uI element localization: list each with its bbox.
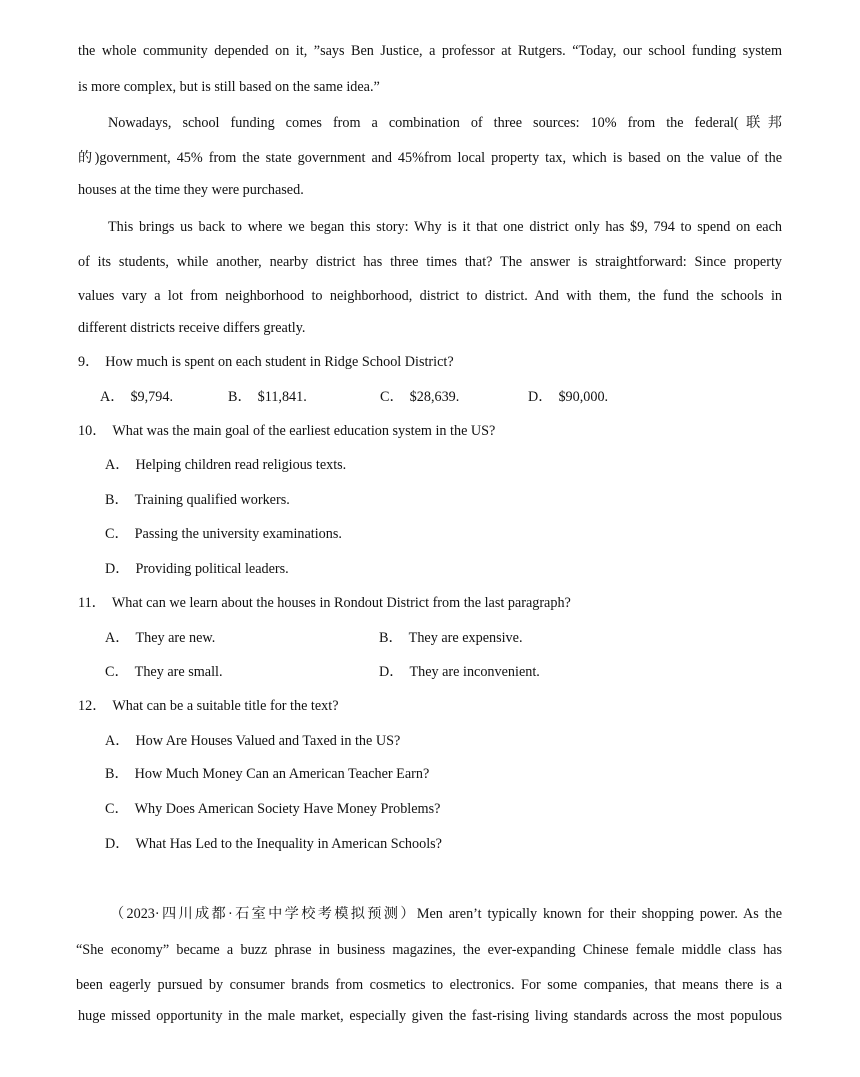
question-11 [78, 594, 571, 612]
option-11b[interactable] [379, 629, 523, 647]
passage-line: of its students, while another, nearby district has three times that? The answer is straightforward: Since property [78, 254, 782, 270]
option-label: D． [379, 664, 404, 680]
question-number: 11． [78, 595, 106, 611]
option-11c[interactable] [105, 663, 223, 681]
option-10d[interactable] [105, 560, 289, 578]
option-12a[interactable] [105, 732, 400, 750]
passage-line: values vary a lot from neighborhood to neighborhood, district to district. And with them, the fund the schools in [78, 288, 782, 304]
option-10c[interactable] [105, 525, 342, 543]
option-label: A． [100, 389, 125, 405]
option-label: A． [105, 733, 130, 749]
question-10 [78, 422, 495, 440]
option-12b[interactable] [105, 765, 429, 783]
option-text: They are inconvenient. [409, 664, 540, 680]
question-12 [78, 697, 339, 715]
option-label: B． [379, 630, 403, 646]
option-text: Why Does American Society Have Money Problems? [134, 801, 441, 817]
option-label: C． [380, 389, 404, 405]
option-text: They are small. [134, 664, 223, 680]
option-text: $9,794. [130, 389, 173, 405]
option-12c[interactable] [105, 800, 440, 818]
option-9d[interactable] [528, 388, 608, 406]
question-text: What was the main goal of the earliest education system in the US? [112, 423, 496, 439]
option-label: D． [528, 389, 553, 405]
passage-line: different districts receive differs greatly. [78, 320, 306, 336]
option-text: Providing political leaders. [135, 561, 289, 577]
option-12d[interactable] [105, 835, 442, 853]
option-text: They are new. [135, 630, 216, 646]
option-9c[interactable] [380, 388, 459, 406]
option-label: A． [105, 630, 130, 646]
passage-line: huge missed opportunity in the male market, especially given the fast-rising living standards across the most populous [78, 1008, 782, 1024]
passage-line: Nowadays, school funding comes from a combination of three sources: 10% from the federal(联邦 [108, 115, 782, 131]
option-text: They are expensive. [408, 630, 523, 646]
option-text: Training qualified workers. [134, 492, 290, 508]
passage-line: This brings us back to where we began this story: Why is it that one district only has $9, 794 to spend on each [108, 219, 782, 235]
option-label: C． [105, 664, 129, 680]
option-text: How Are Houses Valued and Taxed in the US? [135, 733, 401, 749]
passage-line: is more complex, but is still based on the same idea.” [78, 79, 380, 95]
option-label: B． [105, 492, 129, 508]
option-text: $90,000. [558, 389, 609, 405]
option-10b[interactable] [105, 491, 290, 509]
passage-line: 的)government, 45% from the state government and 45%from local property tax, which is based on the value of the [78, 150, 782, 166]
question-9 [78, 353, 454, 371]
option-label: C． [105, 801, 129, 817]
option-text: Helping children read religious texts. [135, 457, 347, 473]
option-text: What Has Led to the Inequality in American Schools? [135, 836, 442, 852]
option-label: B． [105, 766, 129, 782]
question-text: How much is spent on each student in Ridge School District? [105, 354, 454, 370]
passage-line: “She economy” became a buzz phrase in business magazines, the ever-expanding Chinese female middle class has [76, 942, 782, 958]
passage-line: been eagerly pursued by consumer brands from cosmetics to electronics. For some companies, that means there is a [76, 977, 782, 993]
option-label: A． [105, 457, 130, 473]
question-text: What can we learn about the houses in Rondout District from the last paragraph? [111, 595, 571, 611]
option-label: B． [228, 389, 252, 405]
option-text: How Much Money Can an American Teacher Earn? [134, 766, 430, 782]
question-number: 9． [78, 354, 100, 370]
passage-line: the whole community depended on it, ”says Ben Justice, a professor at Rutgers. “Today, our school funding system [78, 43, 782, 59]
option-text: Passing the university examinations. [134, 526, 342, 542]
option-11d[interactable] [379, 663, 540, 681]
option-text: $11,841. [257, 389, 307, 405]
option-label: D． [105, 561, 130, 577]
option-9b[interactable] [228, 388, 307, 406]
option-label: C． [105, 526, 129, 542]
question-number: 12． [78, 698, 107, 714]
passage-line: （2023·四川成都·石室中学校考模拟预测）Men aren’t typically known for their shopping power. As the [110, 906, 782, 922]
option-text: $28,639. [409, 389, 460, 405]
option-label: D． [105, 836, 130, 852]
option-10a[interactable] [105, 456, 346, 474]
question-number: 10． [78, 423, 107, 439]
passage-line: houses at the time they were purchased. [78, 182, 304, 198]
question-text: What can be a suitable title for the text? [112, 698, 339, 714]
option-9a[interactable] [100, 388, 173, 406]
option-11a[interactable] [105, 629, 215, 647]
